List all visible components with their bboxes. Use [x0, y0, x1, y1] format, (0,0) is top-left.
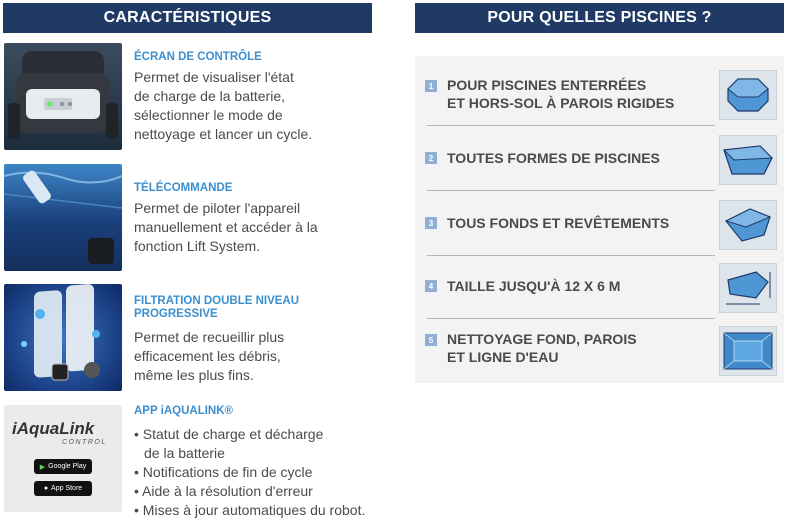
aqualink-logo-sub: CONTROL	[62, 439, 107, 446]
bullet-item: • Statut de charge et décharge	[134, 425, 404, 444]
feature-title-app: APP iAQUALINK®	[134, 405, 233, 417]
pool-row-text	[447, 330, 707, 366]
app-store-label: App Store	[51, 485, 83, 492]
pool-number-badge: 4	[425, 280, 437, 292]
remote-control-image	[4, 164, 122, 271]
features-header	[3, 3, 372, 33]
aqualink-logo: iAquaLink	[12, 419, 95, 438]
pool-row-3	[415, 198, 784, 256]
divider	[427, 255, 715, 256]
pool-shape-icon	[719, 326, 777, 376]
feature-title-filtration	[134, 295, 364, 321]
app-store-badge[interactable]	[34, 481, 92, 496]
divider	[427, 125, 715, 126]
pool-number-badge: 3	[425, 217, 437, 229]
pools-header-text: POUR QUELLES PISCINES ?	[487, 9, 712, 26]
pool-shape-icon	[719, 263, 777, 313]
text-line: même les plus fins.	[134, 367, 254, 383]
pools-header	[415, 3, 784, 33]
text-line: NETTOYAGE FOND, PAROIS	[447, 331, 637, 347]
text-line: fonction Lift System.	[134, 238, 261, 254]
pool-row-4	[415, 263, 784, 321]
bullet-item: • Notifications de fin de cycle	[134, 463, 404, 482]
text-line: efficacement les débris,	[134, 348, 281, 364]
pool-row-5	[415, 326, 784, 384]
text-line: ET HORS-SOL À PAROIS RIGIDES	[447, 95, 675, 111]
text-line: Permet de visualiser l'état	[134, 69, 294, 85]
remote-illustration	[4, 164, 122, 271]
bullet-item: • Aide à la résolution d'erreur	[134, 482, 404, 501]
text-line: TAILLE JUSQU'À 12 X 6 M	[447, 278, 621, 294]
divider	[427, 318, 715, 319]
text-line: TOUS FONDS ET REVÊTEMENTS	[447, 215, 670, 231]
text-line: sélectionner le mode de	[134, 107, 283, 123]
pool-row-text	[447, 149, 707, 167]
robot-illustration	[4, 43, 122, 150]
text-line: de charge de la batterie,	[134, 88, 285, 104]
text-line: Permet de piloter l'appareil	[134, 200, 301, 216]
app-bullet-list	[134, 425, 404, 520]
google-play-badge[interactable]	[34, 459, 92, 474]
filtration-image	[4, 284, 122, 391]
pool-row-text	[447, 214, 707, 232]
feature-title-control-screen: ÉCRAN DE CONTRÔLE	[134, 51, 262, 63]
feature-body-control-screen	[134, 68, 374, 144]
divider	[427, 190, 715, 191]
pool-row-text	[447, 277, 707, 295]
feature-body-remote	[134, 199, 374, 256]
text-line: TOUTES FORMES DE PISCINES	[447, 150, 660, 166]
play-icon: ▶	[39, 463, 46, 471]
pool-row-text	[447, 76, 707, 112]
pool-shape-icon	[719, 70, 777, 120]
app-badge-image	[4, 405, 122, 512]
pool-number-badge: 5	[425, 334, 437, 346]
pool-types-panel	[415, 56, 784, 383]
pool-row-1	[415, 68, 784, 126]
pool-number-badge: 2	[425, 152, 437, 164]
bullet-item: • Mises à jour automatiques du robot.	[134, 501, 404, 520]
filter-illustration	[4, 284, 122, 391]
title-line: PROGRESSIVE	[134, 308, 218, 320]
pool-row-2	[415, 133, 784, 191]
text-line: POUR PISCINES ENTERRÉES	[447, 77, 647, 93]
title-line: FILTRATION DOUBLE NIVEAU	[134, 295, 300, 307]
google-play-label: Google Play	[48, 463, 87, 470]
text-line: manuellement et accéder à la	[134, 219, 318, 235]
features-header-text: CARACTÉRISTIQUES	[103, 9, 272, 26]
apple-icon: ●	[43, 485, 49, 492]
feature-title-remote: TÉLÉCOMMANDE	[134, 182, 233, 194]
text-line: nettoyage et lancer un cycle.	[134, 126, 313, 142]
feature-body-filtration	[134, 328, 374, 385]
bullet-item-continuation: de la batterie	[144, 445, 225, 461]
text-line: ET LIGNE D'EAU	[447, 349, 559, 365]
pool-number-badge: 1	[425, 80, 437, 92]
pool-shape-icon	[719, 200, 777, 250]
control-screen-image	[4, 43, 122, 150]
pool-shape-icon	[719, 135, 777, 185]
text-line: Permet de recueillir plus	[134, 329, 285, 345]
